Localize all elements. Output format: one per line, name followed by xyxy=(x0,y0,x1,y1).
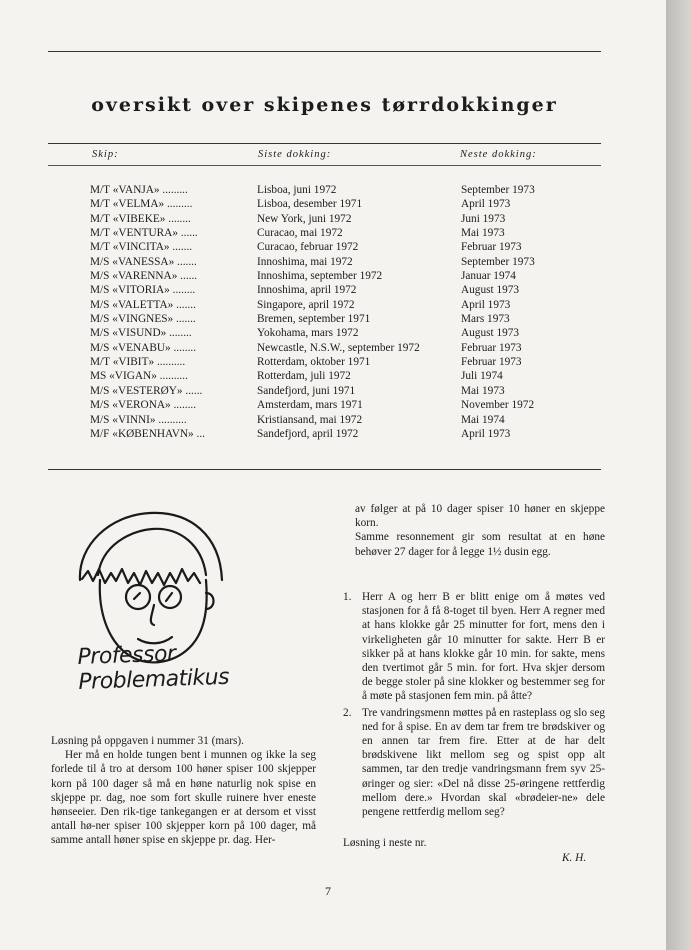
next-docking: April 1973 xyxy=(461,427,511,440)
table-row xyxy=(90,398,600,412)
last-docking: Yokohama, mars 1972 xyxy=(257,327,359,340)
problem-number: 1. xyxy=(343,591,352,603)
header-ship: Skip: xyxy=(92,149,119,160)
last-docking: Innoshima, september 1972 xyxy=(257,270,383,283)
table-row xyxy=(90,341,600,355)
top-rule xyxy=(48,51,601,52)
problem-item xyxy=(343,590,605,704)
ship-name: MS «VIGAN» .......... xyxy=(90,370,188,383)
table-row xyxy=(90,183,600,197)
next-docking: August 1973 xyxy=(461,284,520,297)
last-docking: Lisboa, desember 1971 xyxy=(257,198,363,211)
author-signature: K. H. xyxy=(562,852,587,864)
next-docking: Mai 1974 xyxy=(461,413,505,426)
last-docking: Lisboa, juni 1972 xyxy=(257,184,337,196)
last-docking: Newcastle, N.S.W., september 1972 xyxy=(257,341,420,354)
ship-name: M/S «VALETTA» ....... xyxy=(90,298,196,311)
ship-name: M/S «VINNI» .......... xyxy=(90,413,187,426)
table-row xyxy=(90,427,600,441)
solution-body: Her må en holde tungen bent i munnen og ikke la seg forlede til å tro at dersom 100 høner spiser 100 skjepper korn på 100 dager så må en høne naturlig nok spise en skjeppe pr. dag, noe som fort skulle ruinere hver eneste hønseeier. Den rik-tige tankegangen er at dersom et visst antall hø-ner spiser 100 skjepper korn på 100 dager, må samme antall høner spise en skjeppe pr. dag. Her- xyxy=(51,749,316,847)
next-docking: Mai 1973 xyxy=(461,384,505,397)
table-row xyxy=(90,413,600,427)
page-edge-shadow xyxy=(666,0,691,950)
last-docking: Innoshima, mai 1972 xyxy=(257,255,353,268)
last-docking: Curacao, mai 1972 xyxy=(257,227,343,240)
next-docking: April 1973 xyxy=(461,198,511,211)
table-row xyxy=(90,355,600,369)
table-row xyxy=(90,283,600,297)
last-docking: Curacao, februar 1972 xyxy=(257,241,359,254)
table-top-rule xyxy=(48,143,601,144)
problem-text: Tre vandringsmenn møttes på en rasteplass og slo seg ned for å spise. En av dem tar frem tre brødskiver og en annen tar frem fire. Etter at de har delt brødskivene likt mellom seg og spist opp alt sammen, tar den tredje vandringsmann frem syv 25-øringer og sier: «Del nå disse 25-øringene rettferdig mellom dere.» Hvordan skal «brødeier-ne» dele pengene rettferdig mellom seg? xyxy=(362,706,605,819)
docking-table xyxy=(90,183,600,441)
next-docking: Mai 1973 xyxy=(461,227,505,240)
next-docking: Januar 1974 xyxy=(461,270,516,283)
header-next-docking: Neste dokking: xyxy=(460,149,537,160)
solution-conclusion: Samme resonnement gir som resultat at en høne behøver 27 dager for å legge 1½ dusin egg. xyxy=(355,531,605,558)
right-column-top xyxy=(355,502,605,559)
next-docking: September 1973 xyxy=(461,255,535,268)
last-docking: Kristiansand, mai 1972 xyxy=(257,413,363,426)
last-docking: Bremen, september 1971 xyxy=(257,313,371,326)
header-last-docking: Siste dokking: xyxy=(258,149,332,160)
last-docking: Rotterdam, juli 1972 xyxy=(257,370,351,383)
table-row xyxy=(90,240,600,254)
ship-name: M/S «VENABU» ........ xyxy=(90,341,197,354)
last-docking: Amsterdam, mars 1971 xyxy=(257,399,363,412)
table-row xyxy=(90,298,600,312)
last-docking: Sandefjord, juni 1971 xyxy=(257,384,356,397)
ship-name: M/S «VERONA» ........ xyxy=(90,399,197,412)
ship-name: M/T «VENTURA» ...... xyxy=(90,227,198,240)
ship-name: M/S «VANESSA» ....... xyxy=(90,255,197,268)
solution-continuation: av følger at på 10 dager spiser 10 høner en skjeppe korn. xyxy=(355,503,605,530)
ship-name: M/T «VELMA» ......... xyxy=(90,198,193,211)
next-docking: Juli 1974 xyxy=(461,370,503,383)
last-docking: Singapore, april 1972 xyxy=(257,298,355,311)
ship-name: M/T «VINCITA» ....... xyxy=(90,241,193,254)
ship-name: M/S «VITORIA» ........ xyxy=(90,284,196,297)
ship-name: M/S «VISUND» ........ xyxy=(90,327,192,340)
next-docking: August 1973 xyxy=(461,327,520,340)
problem-list xyxy=(343,590,605,819)
ship-name: M/S «VESTERØY» ...... xyxy=(90,384,203,397)
next-docking: Juni 1973 xyxy=(461,212,506,225)
next-docking: Februar 1973 xyxy=(461,241,522,254)
problem-item xyxy=(343,706,605,820)
table-row xyxy=(90,384,600,398)
table-bottom-rule xyxy=(48,469,601,470)
last-docking: Rotterdam, oktober 1971 xyxy=(257,356,371,369)
next-docking: November 1972 xyxy=(461,399,535,412)
ship-name: M/T «VANJA» ......... xyxy=(90,184,188,196)
problem-text: Herr A og herr B er blitt enige om å møtes ved stasjonen for å få 8-toget til byen. Herr A regner med at hans klokke går 25 minutter for fort, mens den i virkeligheten går 10 minutter for sakte. Herr B er sikker på at hans klokke går 10 min. for sakte, mens den tvertimot går 5 min. for fort. Hva skjer dersom de begge stoler på sine klokker og bestemmer seg for å møte på stasjonen fem min. på åtte? xyxy=(362,591,605,703)
page-title: oversikt over skipenes tørrdokkinger xyxy=(91,94,558,116)
next-issue-note: Løsning i neste nr. xyxy=(343,837,427,849)
next-docking: April 1973 xyxy=(461,298,511,311)
page-number: 7 xyxy=(325,884,331,898)
next-docking: Mars 1973 xyxy=(461,313,510,326)
table-row xyxy=(90,226,600,240)
ship-name: M/S «VARENNA» ...... xyxy=(90,270,198,283)
table-row xyxy=(90,326,600,340)
ship-name: M/F «KØBENHAVN» ... xyxy=(90,427,205,440)
last-docking: Sandefjord, april 1972 xyxy=(257,427,359,440)
table-row xyxy=(90,369,600,383)
table-row xyxy=(90,212,600,226)
table-row xyxy=(90,197,600,211)
ship-name: M/T «VIBEKE» ........ xyxy=(90,212,191,225)
last-docking: Innoshima, april 1972 xyxy=(257,284,357,297)
table-row xyxy=(90,312,600,326)
problem-number: 2. xyxy=(343,706,352,719)
left-column xyxy=(51,734,316,848)
table-row xyxy=(90,255,600,269)
header-rule xyxy=(48,165,601,166)
last-docking: New York, juni 1972 xyxy=(257,212,352,225)
cartoon-caption: Professor Problematikus xyxy=(77,641,230,695)
solution-intro: Løsning på oppgaven i nummer 31 (mars). xyxy=(51,735,244,747)
ship-name: M/S «VINGNES» ....... xyxy=(90,313,196,326)
table-row xyxy=(90,269,600,283)
next-docking: Februar 1973 xyxy=(461,341,522,354)
ship-name: M/T «VIBIT» .......... xyxy=(90,356,186,369)
next-docking: Februar 1973 xyxy=(461,356,522,369)
next-docking: September 1973 xyxy=(461,184,535,196)
